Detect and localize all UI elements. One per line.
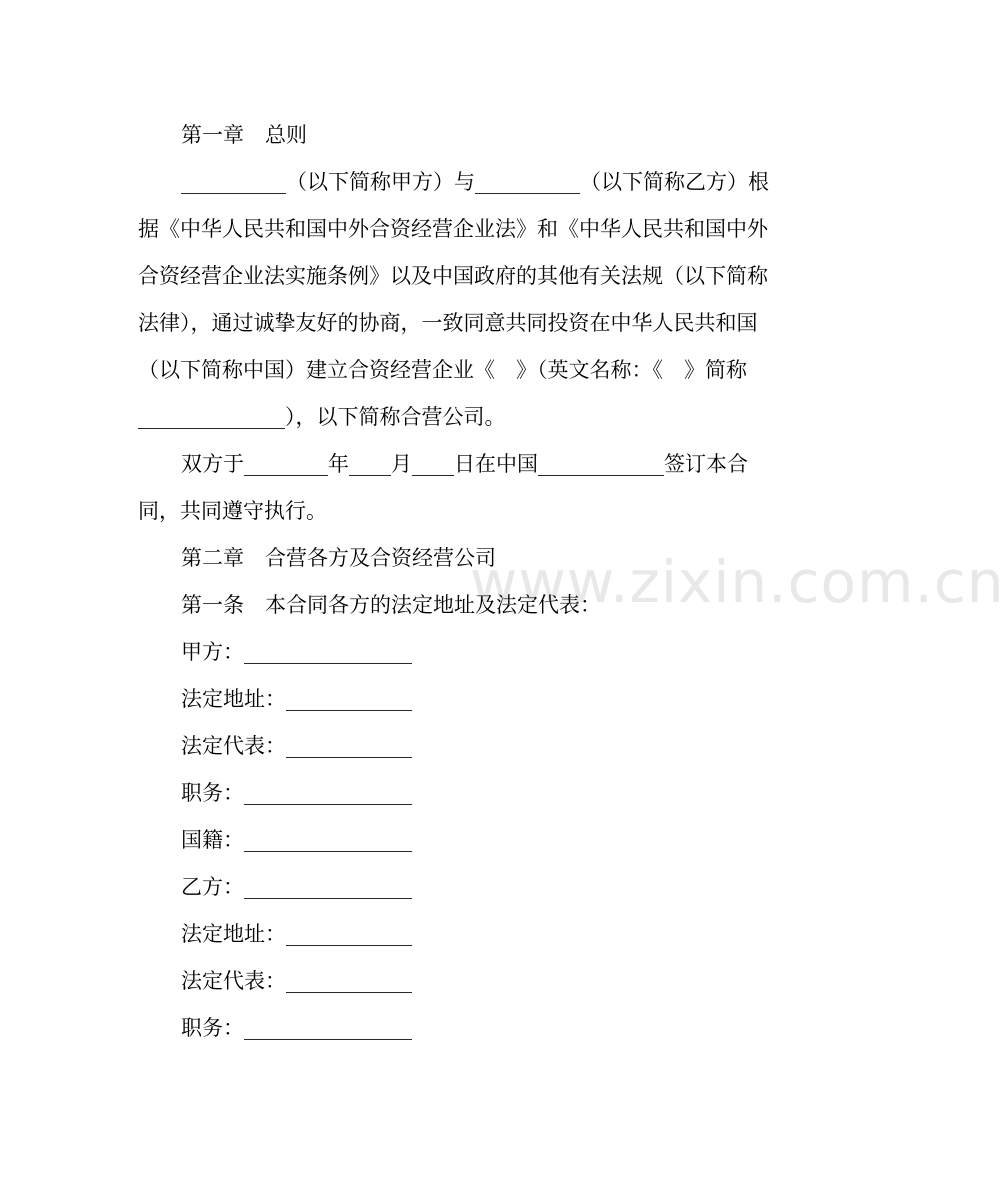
party-b-representative: 法定代表：____________ [181,969,412,993]
party-a-representative: 法定代表：____________ [181,734,412,758]
party-a-address: 法定地址：____________ [181,687,412,711]
party-a-position: 职务：________________ [181,781,412,805]
chapter1-para1-line4: 法律），通过诚挚友好的协商，一致同意共同投资在中华人民共和国 [138,311,758,335]
party-b-address: 法定地址：____________ [181,922,412,946]
chapter1-para1-line5: （以下简称中国）建立合资经营企业《 》（英文名称：《 》简称 [138,358,747,382]
party-a-name: 甲方：________________ [181,640,412,664]
chapter1-para1-line3: 合资经营企业法实施条例》以及中国政府的其他有关法规（以下简称 [138,264,768,288]
chapter1-para2-line2: 同，共同遵守执行。 [138,499,327,523]
chapter2-heading: 第二章 合营各方及合资经营公司 [181,546,496,570]
party-b-name: 乙方：________________ [181,875,412,899]
chapter1-para1-line2: 据《中华人民共和国中外合资经营企业法》和《中华人民共和国中外 [138,217,768,241]
chapter1-para1-line6: ______________），以下简称合营公司。 [138,405,506,429]
watermark: www.zixin.com.cn [470,548,1005,616]
article1-text: 第一条 本合同各方的法定地址及法定代表： [181,593,601,617]
chapter1-para1-line1: __________（以下简称甲方）与__________（以下简称乙方）根 [181,170,769,194]
party-b-position: 职务：________________ [181,1016,412,1040]
chapter1-para2-line1: 双方于________年____月____日在中国____________签订本合 [181,452,748,476]
chapter1-heading: 第一章 总则 [181,123,307,147]
party-a-nationality: 国籍：________________ [181,828,412,852]
